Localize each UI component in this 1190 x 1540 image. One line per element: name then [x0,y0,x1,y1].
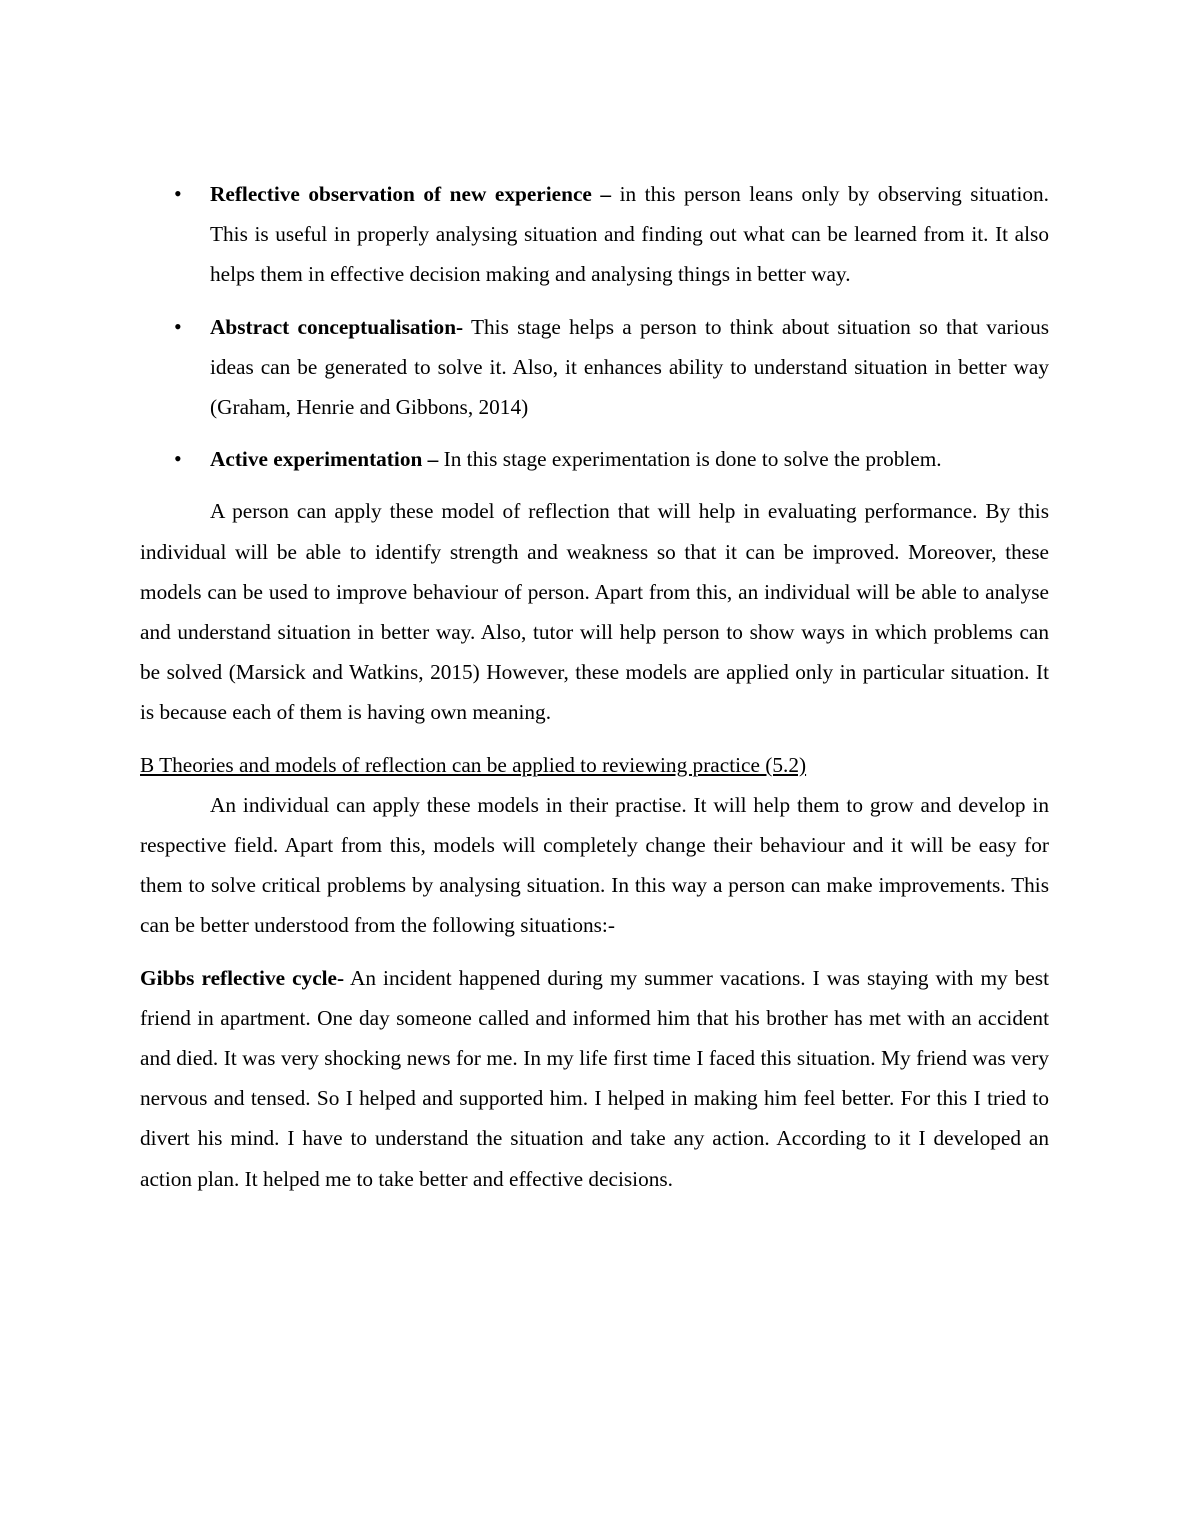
bullet-item-reflective-observation [140,174,1049,295]
document-page [140,174,1049,1199]
paragraph-model-application: A person can apply these model of reflection that will help in evaluating performance. By this individual will be able to identify strength and weakness so that it can be improved. Moreover, these models can be used to improve behaviour of person. Apart from this, an individual will be able to analyse and understand situation in better way. Also, tutor will help person to show ways in which problems can be solved (Marsick and Watkins, 2015) However, these models are applied only in particular situation. It is because each of them is having own meaning. [140,499,1049,725]
bullet-icon: • [174,313,182,339]
bullet-list [140,174,1049,479]
bullet-text: This stage helps a person to think about situation so that various ideas can be generated to solve it. Also, it enhances ability to understand situation in better way (Graham, Henrie and Gibbons, 2014) [210,314,1050,420]
gibbs-title: Gibbs reflective cycle- [140,965,345,990]
paragraph-practice: An individual can apply these models in their practise. It will help them to grow and develop in respective field. Apart from this, models will completely change their behaviour and it will be easy for them to solve critical problems by analysing situation. In this way a person can make improvements. This can be better understood from the following situations:- [140,792,1049,938]
section-heading: B Theories and models of reflection can be applied to reviewing practice (5.2) [140,752,807,777]
bullet-title: Active experimentation – [210,447,439,472]
bullet-icon: • [174,181,182,206]
bullet-icon: • [174,446,182,472]
bullet-title: Abstract conceptualisation- [210,314,464,339]
paragraph-gibbs [140,958,1049,1199]
bullet-title: Reflective observation of new experience – [210,182,620,206]
bullet-item-active-experimentation [140,439,1049,479]
bullet-item-abstract-conceptualisation [140,307,1049,428]
bullet-text: In this stage experimentation is done to solve the problem. [438,447,942,472]
gibbs-text: An incident happened during my summer vacations. I was staying with my best friend in apartment. One day someone called and informed him that his brother has met with an accident and died. It was very shocking news for me. In my life first time I faced this situation. My friend was very nervous and tensed. So I helped and supported him. I helped in making him feel better. For this I tried to divert his mind. I have to understand the situation and take any action. According to it I developed an action plan. It helped me to take better and effective decisions. [140,965,1050,1191]
bullet-text: in this person leans only by observing situation. This is useful in properly analysing situation and finding out what can be learned from it. It also helps them in effective decision making and analysing things in better way. [210,182,1049,287]
